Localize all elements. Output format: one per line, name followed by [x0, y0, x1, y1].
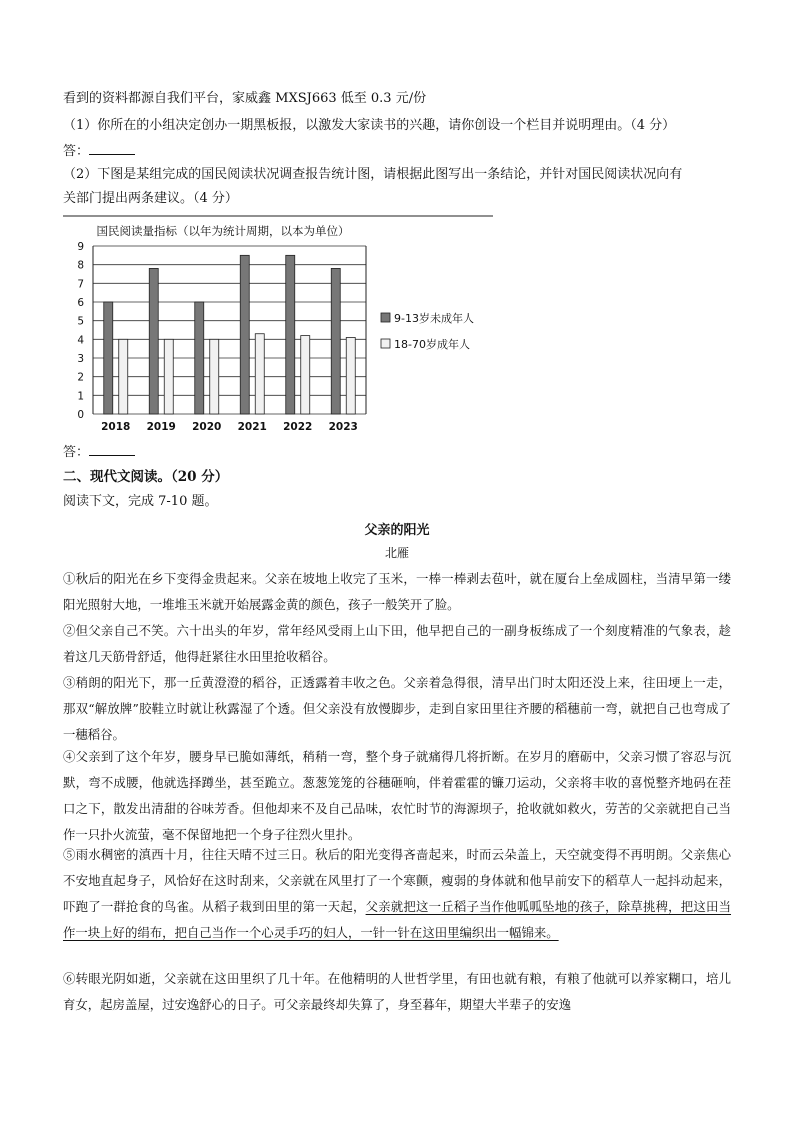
instruction: 阅读下文，完成 7-10 题。 — [63, 494, 218, 509]
answer-blank[interactable] — [89, 443, 135, 456]
bar-adult — [255, 334, 264, 414]
question-1: （1）你所在的小组决定创办一期黑板报，以激发大家读书的兴趣，请你创设一个栏目并说明理由。（4 分） — [63, 118, 676, 133]
x-tick-label: 2021 — [237, 421, 267, 433]
y-tick-label: 2 — [77, 371, 84, 384]
y-tick-label: 6 — [77, 297, 84, 309]
bar-minor — [286, 255, 295, 414]
x-tick-label: 2019 — [146, 421, 176, 433]
paragraph-6: ⑥转眼光阴如逝，父亲就在这田里织了几十年。在他精明的人世哲学里，有田也就有粮，有粮了他就可以养家糊口，培儿育女，起房盖屋，过安逸舒心的日子。可父亲最终却失算了，身至暮年，期望大半辈子的安逸 — [63, 971, 731, 1012]
x-tick-label: 2020 — [192, 421, 222, 433]
chart-svg — [63, 215, 493, 437]
bar-adult — [346, 337, 355, 414]
bar-minor — [104, 302, 113, 414]
y-tick-label: 0 — [77, 409, 84, 421]
answer-line-2 — [63, 443, 135, 462]
paragraph-2: ②但父亲自己不笑。六十出头的年岁，常年经风受雨上山下田，他早把自己的一副身板练成了一个刻度精准的气象表，趁着这几天筋骨舒适，他得赶紧往水田里抢收稻谷。 — [63, 623, 731, 664]
article-title: 父亲的阳光 — [364, 523, 430, 538]
paragraph-3: ③稍朗的阳光下，那一丘黄澄澄的稻谷，正透露着丰收之色。父亲着急得很，清早出门时太阳还没上来，往田埂上一走，那双“解放牌”胶鞋立时就让秋露湿了个透。但父亲没有放慢脚步，走到自家田里往齐腰的稻穗前一弯，就把自己也弯成了一穗稻谷。 — [63, 675, 731, 742]
article-author: 北雁 — [384, 546, 409, 560]
question-2-line-2: 关部门提出两条建议。（4 分） — [63, 191, 238, 206]
legend-swatch — [381, 313, 390, 322]
paragraph-1: ①秋后的阳光在乡下变得金贵起来。父亲在坡地上收完了玉米，一棒一棒剥去苞叶，就在厦台上垒成圆柱，当清早第一缕阳光照射大地，一堆堆玉米就开始展露金黄的颜色，孩子一般笑开了脸。 — [63, 571, 731, 612]
y-tick-label: 3 — [77, 353, 84, 365]
bar-adult — [119, 339, 128, 414]
y-tick-label: 4 — [77, 334, 84, 347]
y-tick-label: 1 — [77, 390, 84, 403]
bar-minor — [240, 255, 249, 414]
header-line: 看到的资料都源自我们平台，家威鑫 MXSJ663 低至 0.3 元/份 — [63, 91, 427, 106]
chart-title: 国民阅读量指标（以年为统计周期，以本为单位） — [96, 224, 350, 238]
paragraph-4: ④父亲到了这个年岁，腰身早已脆如薄纸，稍稍一弯，整个身子就痛得几将折断。在岁月的磨砺中，父亲习惯了容忍与沉默，弯不成腰，他就选择蹲坐，甚至跪立。葱葱笼笼的谷穗砸响，伴着霍霍的镰刀运动，父亲将丰收的喜悦整齐地码在茬口之下，散发出清甜的谷味芳香。但他却来不及自己品味，农忙时节的海源坝子，抢收就如救火，劳苦的父亲就把自己当作一只扑火流萤，毫不保留地把一个身子往烈火里扑。 — [63, 749, 731, 842]
y-tick-label: 5 — [77, 315, 84, 328]
bar-minor — [149, 268, 158, 414]
bar-adult — [164, 339, 173, 414]
bar-adult — [301, 336, 310, 414]
bar-adult — [210, 339, 219, 414]
answer-line-1 — [63, 142, 135, 161]
x-tick-label: 2018 — [101, 421, 131, 433]
paragraph-5 — [63, 842, 731, 946]
reading-chart — [63, 215, 493, 437]
section-title: 二、现代文阅读。（20 分） — [63, 469, 229, 485]
legend-label: 18-70岁成年人 — [394, 338, 470, 351]
answer-label: 答： — [63, 144, 90, 159]
y-tick-label: 7 — [77, 278, 84, 291]
paragraph-5-text: ⑤雨水稠密的滇西十月，往往天晴不过三日。秋后的阳光变得吝啬起来，时而云朵盖上，天空就变得不再明朗。父亲焦心不安地直起身子，风恰好在这时刮来，父亲就在风里打了一个寒颤，瘦弱的身体就和他早前安下的稻草人一起抖动起来，吓跑了一群抢食的鸟雀。从稻子栽到田里的第一天起， — [63, 847, 731, 914]
underlined-sentence: 父亲就把这一丘稻子当作他呱呱坠地的孩子，除草挑稗，把这田当作一块上好的绢布，把自己当作一个心灵手巧的妇人，一针一针在这田里编织出一幅锦来。 — [63, 899, 732, 940]
x-tick-label: 2023 — [328, 421, 358, 433]
answer-blank[interactable] — [89, 142, 135, 155]
legend-swatch — [381, 339, 390, 348]
bar-minor — [195, 302, 204, 414]
question-2-line-1: （2）下图是某组完成的国民阅读状况调查报告统计图，请根据此图写出一条结论，并针对国民阅读状况向有 — [63, 167, 683, 182]
y-tick-label: 8 — [77, 259, 84, 272]
y-tick-label: 9 — [77, 241, 84, 253]
answer-label: 答： — [63, 445, 90, 460]
x-tick-label: 2022 — [283, 421, 313, 433]
legend-label: 9-13岁未成年人 — [394, 312, 474, 325]
bar-minor — [331, 268, 340, 414]
